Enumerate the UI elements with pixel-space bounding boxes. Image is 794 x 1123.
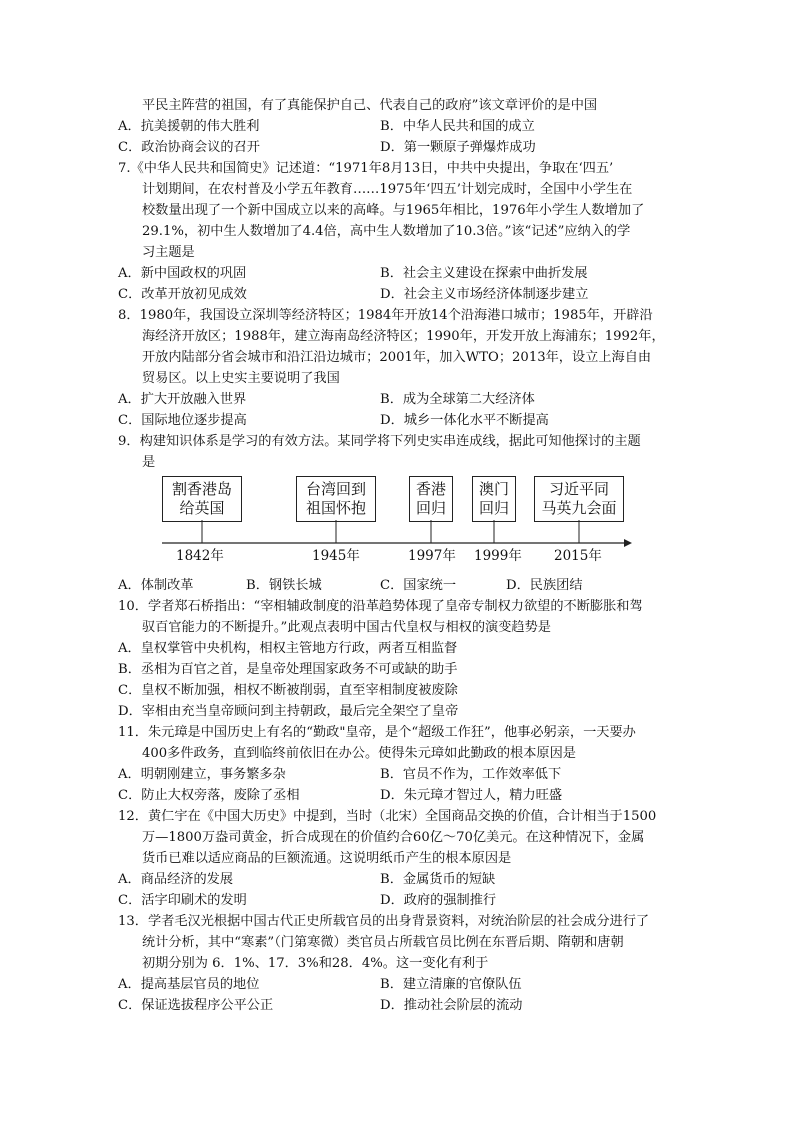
timeline-year: 2015年: [554, 548, 602, 564]
q13-option-row: [118, 996, 523, 1016]
q7-stem-line: 29.1%，初中生人数增加了4.4倍，高中生人数增加了10.3倍。”该“记述”应纳入的学: [142, 224, 631, 239]
q9-stem-line: 9．构建知识体系是学习的有效方法。某同学将下列史实串连成线，据此可知他探讨的主题: [118, 434, 641, 449]
q13-option-c[interactable]: C．保证选拔程序公平公正: [118, 998, 274, 1013]
q8-option-d[interactable]: D．城乡一体化水平不断提高: [380, 413, 549, 428]
q9-option-d[interactable]: D．民族团结: [506, 578, 583, 593]
q13-option-b[interactable]: B．建立清廉的官僚队伍: [380, 977, 522, 992]
timeline-arrow-icon: [624, 539, 632, 547]
q9-option-b[interactable]: B．钢铁长城: [246, 578, 322, 593]
q6-option-a[interactable]: A．抗美援朝的伟大胜利: [118, 119, 260, 134]
timeline-event-line: 回归: [478, 499, 509, 517]
q8-option-row: [118, 390, 535, 410]
q10-stem-line: 驭百官能力的不断提升。”此观点表明中国古代皇权与相权的演变趋势是: [142, 620, 551, 635]
q6-option-row: [118, 138, 536, 158]
q13-stem-line: 初期分别为 6．1%、17．3%和28．4%。这一变化有利于: [142, 956, 489, 971]
q6-option-c[interactable]: C．政治协商会议的召开: [118, 140, 260, 155]
timeline-year: 1945年: [312, 548, 360, 564]
q12-stem-line: 货币已难以适应商品的巨额流通。这说明纸币产生的根本原因是: [142, 851, 512, 866]
q9-timeline: [162, 476, 632, 571]
q13-option-row: [118, 975, 522, 995]
q11-option-b[interactable]: B．官员不作为，工作效率低下: [380, 767, 562, 782]
q11-option-a[interactable]: A．明朝刚建立，事务繁多杂: [118, 767, 286, 782]
q6-option-row: [118, 117, 535, 137]
q13-stem-line: 13．学者毛汉光根据中国古代正史所载官员的出身背景资料，对统治阶层的社会成分进行了: [118, 914, 650, 929]
q13-option-d[interactable]: D．推动社会阶层的流动: [380, 998, 523, 1013]
q6-option-b[interactable]: B．中华人民共和国的成立: [380, 119, 535, 134]
q10-option-d[interactable]: D．宰相由充当皇帝顾问到主持朝政，最后完全架空了皇帝: [118, 704, 459, 719]
q11-option-row: [118, 765, 562, 785]
q6-option-d[interactable]: D．第一颗原子弹爆炸成功: [380, 140, 536, 155]
q12-stem-line: 12．黄仁宇在《中国大历史》中提到，当时（北宋）全国商品交换的价值，合计相当于1500: [118, 809, 657, 824]
q7-option-c[interactable]: C．改革开放初见成效: [118, 287, 247, 302]
q8-option-row: [118, 411, 549, 431]
timeline-event-line: 割香港岛: [171, 480, 232, 498]
q8-option-c[interactable]: C．国际地位逐步提高: [118, 413, 247, 428]
q10-stem-line: 10．学者郑石桥指出：“宰相辅政制度的沿革趋势体现了皇帝专制权力欲望的不断膨胀和驾: [118, 599, 643, 614]
q11-option-row: [118, 786, 563, 806]
q12-stem-line: 万—1800万盎司黄金，折合成现在的价值约合60亿～70亿美元。在这种情况下，金属: [142, 830, 645, 845]
q13-stem-line: 统计分析，其中“寒素”（门第寒微）类官员占所载官员比例在东晋后期、隋朝和唐朝: [142, 935, 624, 950]
q9-option-a[interactable]: A．体制改革: [118, 578, 194, 593]
q12-option-c[interactable]: C．活字印刷术的发明: [118, 893, 247, 908]
q7-stem-line: 7.《中华人民共和国简史》记述道：“1971年8月13日，中共中央提出，争取在‘四五’: [118, 161, 614, 176]
q8-stem-line: 海经济开放区；1988年，建立海南岛经济特区；1990年，开发开放上海浦东；1992年，: [142, 329, 665, 344]
timeline-year: 1842年: [176, 548, 224, 564]
q11-option-d[interactable]: D．朱元璋才智过人，精力旺盛: [380, 788, 563, 803]
q10-option-b[interactable]: B．丞相为百官之首，是皇帝处理国家政务不可或缺的助手: [118, 662, 458, 677]
timeline-event-line: 回归: [415, 499, 446, 517]
timeline-event-line: 台湾回到: [305, 480, 366, 498]
q7-option-b[interactable]: B．社会主义建设在探索中曲折发展: [380, 266, 588, 281]
q11-option-c[interactable]: C．防止大权旁落，废除了丞相: [118, 788, 300, 803]
q12-option-a[interactable]: A．商品经济的发展: [118, 872, 234, 887]
q11-stem-line: 11．朱元璋是中国历史上有名的“勤政"皇帝，是个“超级工作狂”，他事必躬亲，一天要办: [118, 725, 636, 740]
q7-stem-line: 习主题是: [142, 245, 195, 260]
timeline-event-line: 习近平同: [548, 480, 609, 498]
q13-option-a[interactable]: A．提高基层官员的地位: [118, 977, 260, 992]
q12-option-b[interactable]: B．金属货币的短缺: [380, 872, 496, 887]
q8-stem-line: 贸易区。以上史实主要说明了我国: [142, 371, 340, 386]
q6-stem: 平民主阵营的祖国，有了真能保护自己、代表自己的政府”该文章评价的是中国: [142, 98, 598, 113]
q9-option-row: [118, 576, 678, 596]
q7-stem-line: 计划期间，在农村普及小学五年教育……1975年‘四五’计划完成时，全国中小学生在: [142, 182, 633, 197]
timeline-year: 1997年: [408, 548, 456, 564]
timeline-event-line: 澳门: [478, 480, 509, 498]
q9-stem-line: 是: [142, 455, 156, 470]
q11-stem-line: 400多件政务，直到临终前依旧在办公。使得朱元璋如此勤政的根本原因是: [142, 746, 576, 761]
q8-option-a[interactable]: A．扩大开放融入世界: [118, 392, 247, 407]
q8-stem-line: 开放内陆部分省会城市和沿江沿边城市；2001年，加入WTO；2013年，设立上海自由: [142, 350, 652, 365]
timeline-event-line: 香港: [415, 480, 446, 498]
q10-option-a[interactable]: A．皇权掌管中央机构，相权主管地方行政，两者互相监督: [118, 641, 458, 656]
timeline-event-line: 给英国: [179, 499, 225, 517]
q8-stem-line: 8．1980年，我国设立深圳等经济特区；1984年开放14个沿海港口城市；1985年，开辟沿: [118, 308, 653, 323]
q7-option-row: [118, 264, 588, 284]
q10-option-c[interactable]: C．皇权不断加强，相权不断被削弱，直至宰相制度被废除: [118, 683, 458, 698]
q12-option-d[interactable]: D．政府的强制推行: [380, 893, 497, 908]
q12-option-row: [118, 870, 496, 890]
q7-stem-line: 校数量出现了一个新中国成立以来的高峰。与1965年相比，1976年小学生人数增加了: [142, 203, 645, 218]
timeline-event-line: 马英九会面: [541, 499, 617, 517]
q9-option-c[interactable]: C．国家统一: [380, 578, 457, 593]
q7-option-row: [118, 285, 589, 305]
q8-option-b[interactable]: B．成为全球第二大经济体: [380, 392, 535, 407]
q7-option-d[interactable]: D．社会主义市场经济体制逐步建立: [380, 287, 589, 302]
timeline-year: 1999年: [474, 548, 522, 564]
timeline-event-line: 祖国怀抱: [305, 499, 366, 517]
q12-option-row: [118, 891, 497, 911]
q7-option-a[interactable]: A．新中国政权的巩固: [118, 266, 247, 281]
